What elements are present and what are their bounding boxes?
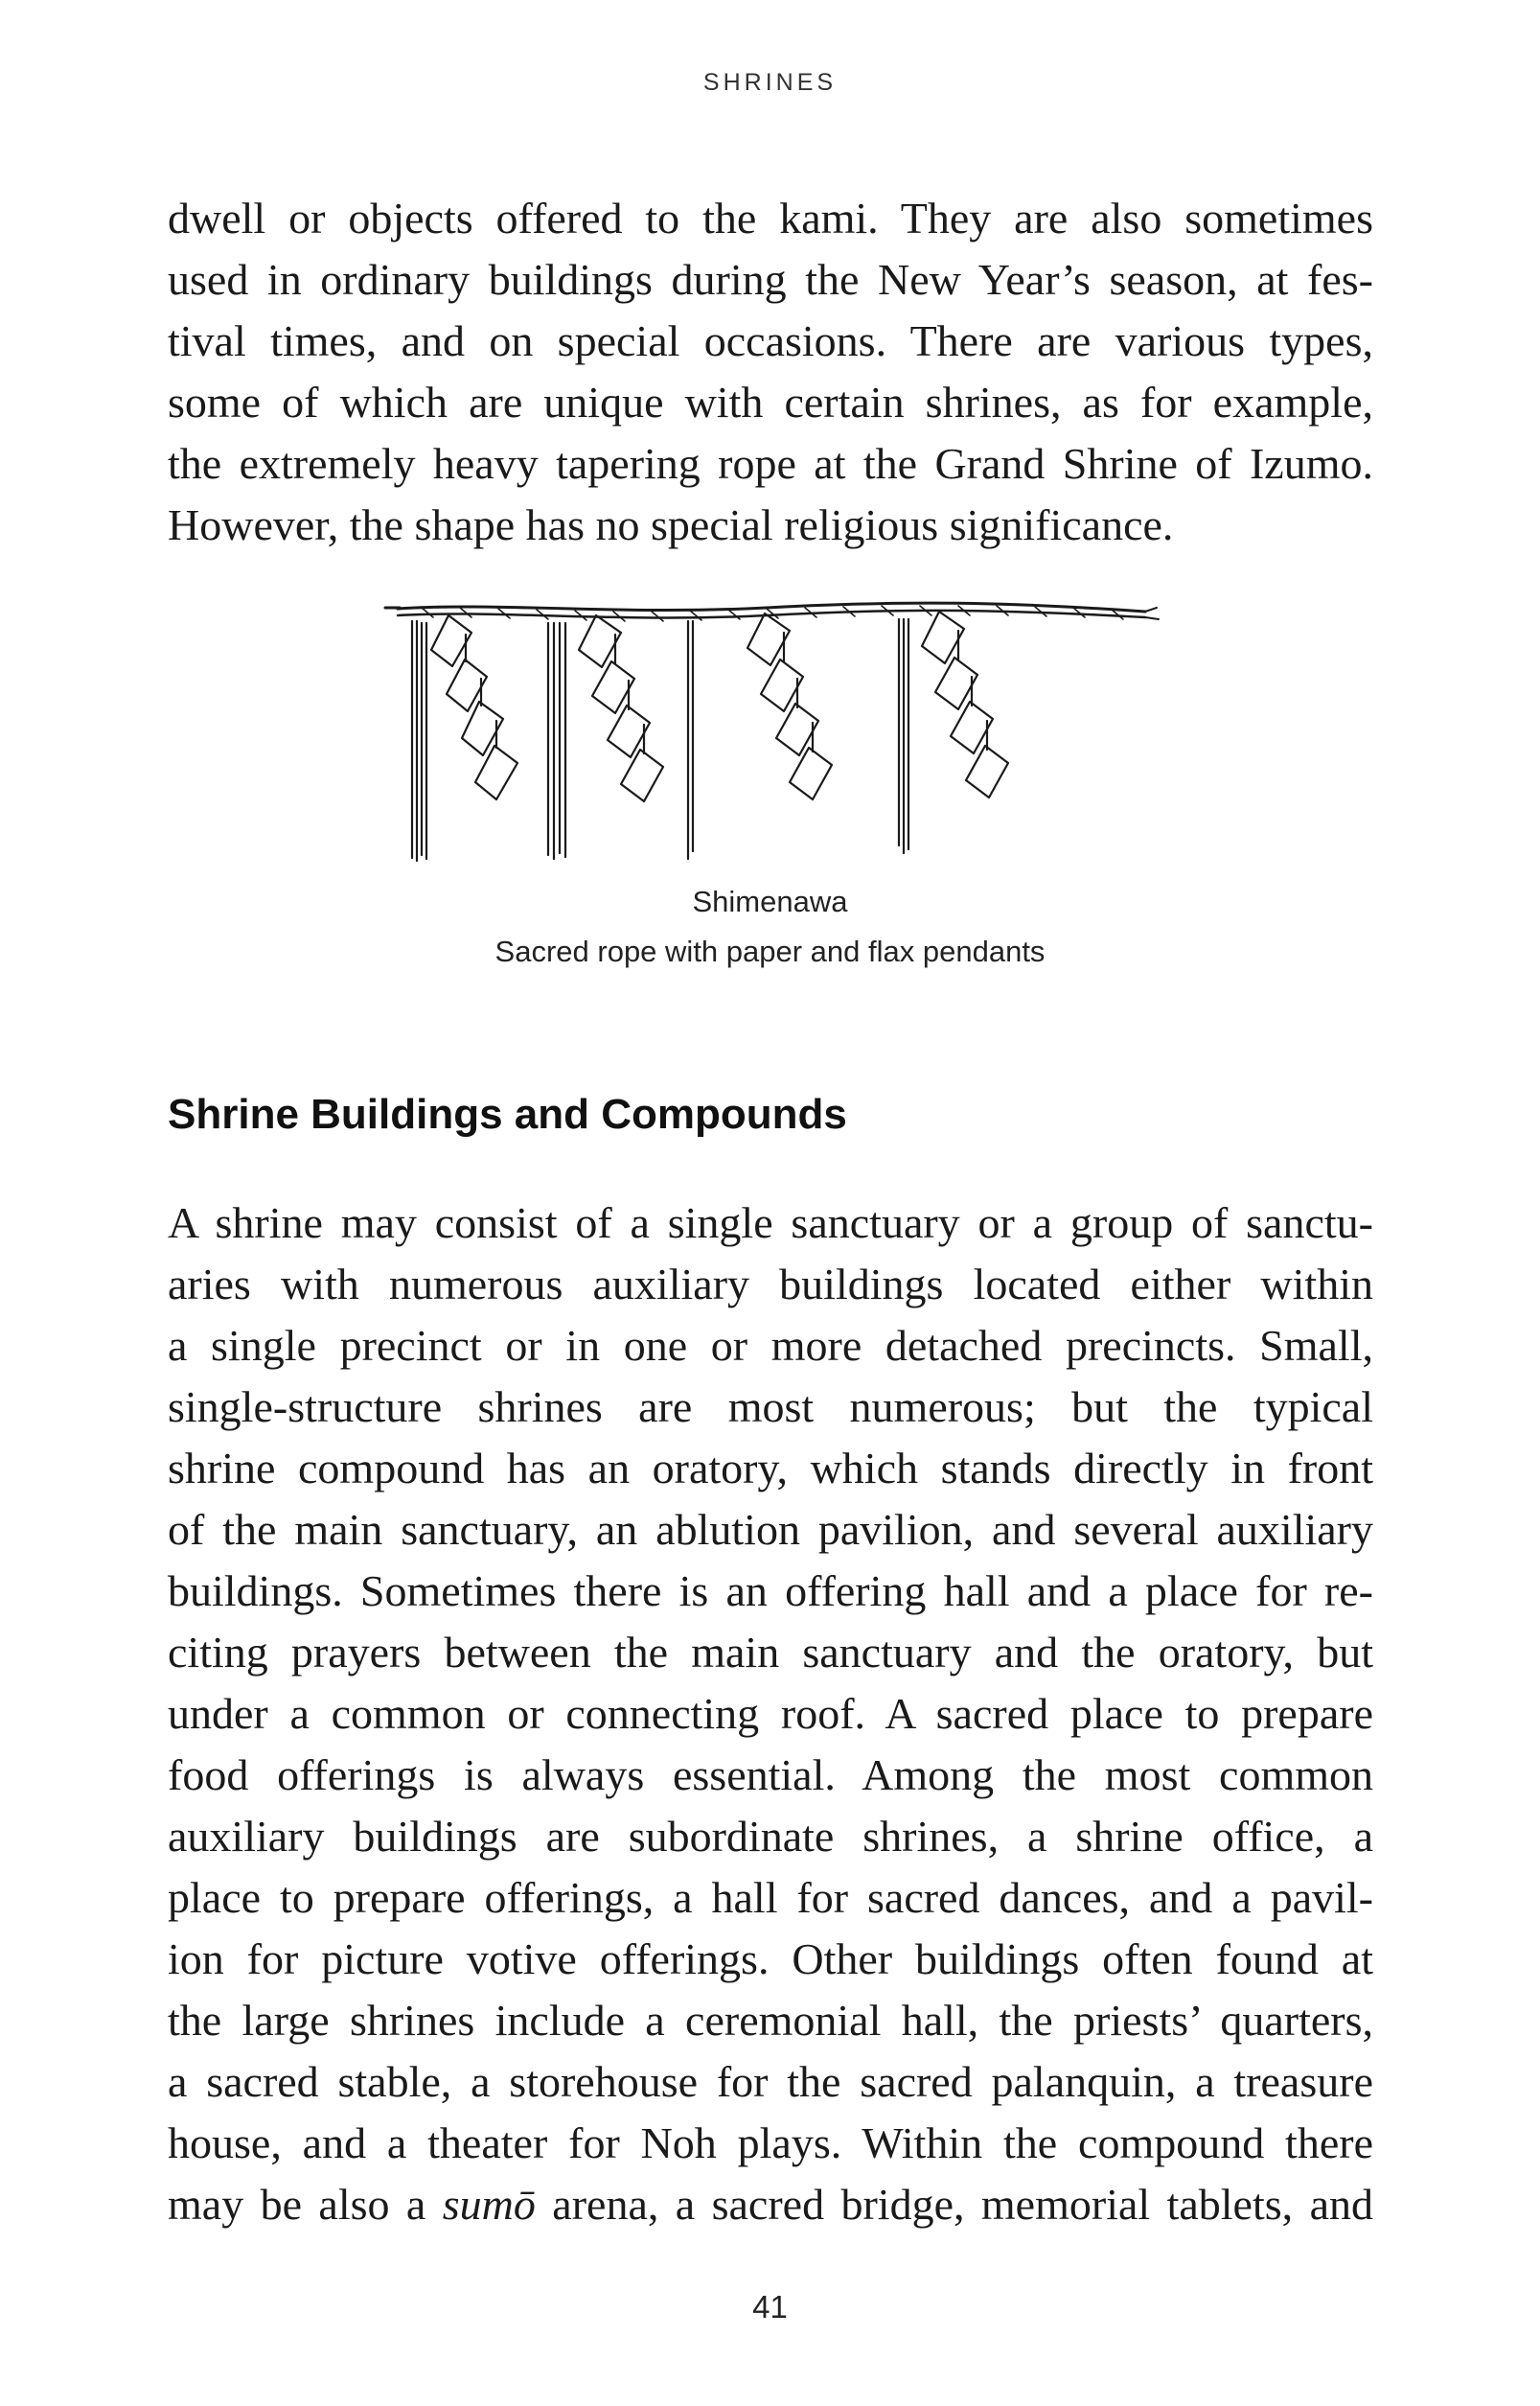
text-line-last [168, 2174, 1373, 2235]
text-line: citing prayers between the main sanctuary and the oratory, but [168, 1628, 1373, 1677]
caption-text: Sacred rope with paper and flax pendants [494, 935, 1046, 968]
paragraph-shrine-buildings [168, 1192, 1373, 2235]
text-line: place to prepare offerings, a hall for sacred dances, and a pavil- [168, 1873, 1373, 1922]
text-line: However, the shape has no special religious significance. [168, 500, 1174, 549]
text-line: dwell or objects offered to the kami. They are also sometimes [168, 194, 1373, 243]
running-head: SHRINES [702, 69, 838, 96]
text-line: buildings. Sometimes there is an offering hall and a place for re- [168, 1566, 1373, 1615]
text-segment: arena, a sacred bridge, memorial tablets, and [535, 2180, 1373, 2229]
text-line: under a common or connecting roof. A sacred place to prepare [168, 1689, 1373, 1738]
caption-title: Shimenawa [692, 885, 848, 918]
text-segment: may be also a [168, 2180, 443, 2229]
text-line: auxiliary buildings are subordinate shrines, a shrine office, a [168, 1812, 1373, 1861]
text-line: a sacred stable, a storehouse for the sacred palanquin, a treasure [168, 2057, 1373, 2106]
text-line: some of which are unique with certain shrines, as for example, [168, 378, 1373, 427]
text-line: the large shrines include a ceremonial hall, the priests’ quarters, [168, 1996, 1373, 2045]
shimenawa-illustration [383, 594, 1160, 882]
text-line: ion for picture votive offerings. Other buildings often found at [168, 1934, 1373, 1983]
italic-term: sumō [442, 2180, 536, 2229]
text-line: tival times, and on special occasions. There are various types, [168, 316, 1373, 365]
text-line: a single precinct or in one or more detached precincts. Small, [168, 1321, 1373, 1370]
text-line: shrine compound has an oratory, which stands directly in front [168, 1444, 1373, 1492]
text-line: aries with numerous auxiliary buildings located either within [168, 1260, 1373, 1308]
page-number: 41 [752, 2289, 788, 2325]
text-line: of the main sanctuary, an ablution pavilion, and several auxiliary [168, 1505, 1373, 1554]
text-line: A shrine may consist of a single sanctuary or a group of sanctu- [168, 1198, 1373, 1247]
paragraph-continuation [168, 188, 1373, 556]
text-line: used in ordinary buildings during the New Year’s season, at fes- [168, 255, 1373, 304]
text-line: house, and a theater for Noh plays. Within the compound there [168, 2118, 1373, 2167]
figure-caption [0, 877, 1540, 977]
section-heading: Shrine Buildings and Compounds [168, 1091, 847, 1138]
text-line: single-structure shrines are most numerous; but the typical [168, 1382, 1373, 1431]
text-line: food offerings is always essential. Among the most common [168, 1750, 1373, 1799]
text-line: the extremely heavy tapering rope at the Grand Shrine of Izumo. [168, 439, 1373, 488]
